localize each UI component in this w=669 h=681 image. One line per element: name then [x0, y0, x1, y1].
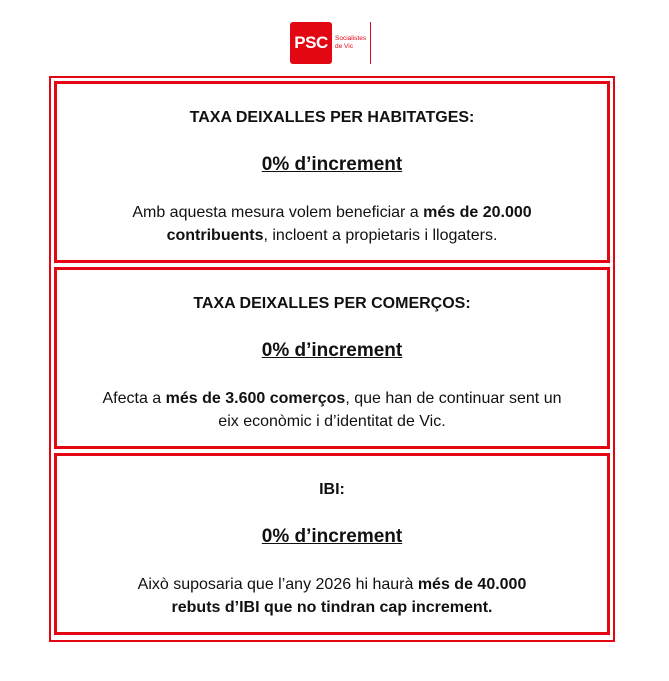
body-bold: més de 40.000 rebuts d’IBI que no tindran cap increment.: [171, 576, 527, 616]
body-bold: més de 20.000 contribuents: [166, 204, 532, 244]
outer-frame: [49, 76, 615, 642]
card-body: [117, 573, 547, 619]
body-text: Afecta a: [102, 390, 166, 407]
body-bold: més de 3.600 comerços: [165, 390, 346, 407]
body-text: Amb aquesta mesura volem beneficiar a: [132, 204, 424, 221]
card-habitatges: [54, 81, 610, 263]
card-body: [97, 201, 567, 247]
card-comercos: [54, 267, 610, 449]
logo-line-2: de Vic: [335, 43, 353, 50]
card-title: TAXA DEIXALLES PER COMERÇOS:: [193, 295, 471, 312]
card-increment: 0% d’increment: [261, 340, 403, 361]
card-ibi: [54, 453, 610, 635]
body-text: , incloent a propietaris i llogaters.: [263, 227, 498, 244]
card-increment: 0% d’increment: [261, 154, 403, 175]
card-title: IBI:: [319, 481, 345, 498]
logo-text: [335, 22, 371, 64]
body-text: , que han de continuar sent un eix econòmic i d’identitat de Vic.: [218, 390, 562, 430]
card-increment: 0% d’increment: [261, 526, 403, 547]
logo-line-1: Socialistes: [335, 35, 367, 42]
card-title: TAXA DEIXALLES PER HABITATGES:: [189, 109, 475, 126]
body-text: Això suposaria que l’any 2026 hi haurà: [137, 576, 418, 593]
logo-mark: PSC: [290, 22, 332, 64]
card-body: [97, 387, 567, 433]
psc-logo: [290, 22, 371, 64]
